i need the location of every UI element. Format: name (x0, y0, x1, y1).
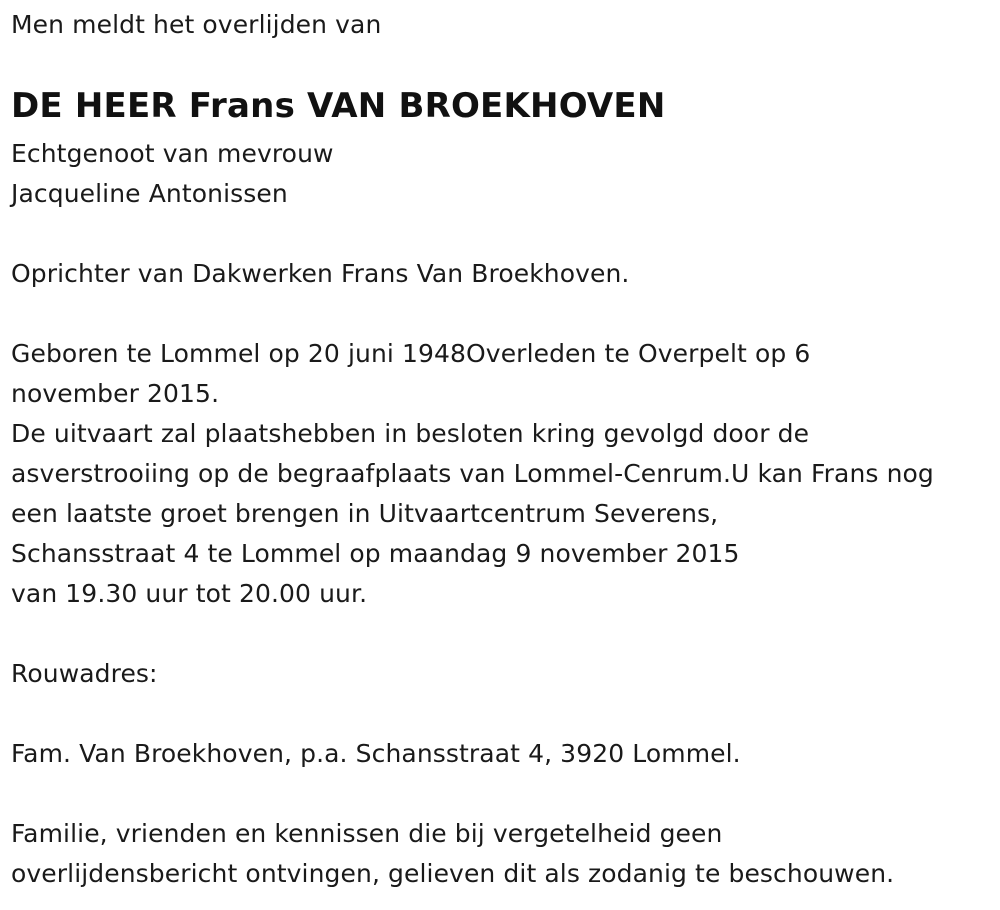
body-line: van 19.30 uur tot 20.00 uur. (11, 579, 368, 608)
closing-line: overlijdensbericht ontvingen, gelieven dit als zodanig te beschouwen. (11, 859, 895, 888)
body-line: een laatste groet brengen in Uitvaartcentrum Severens, (11, 499, 719, 528)
spouse-line-1: Echtgenoot van mevrouw (11, 139, 334, 168)
body-line: asverstrooiing op de begraafplaats van Lommel-Cenrum.U kan Frans nog (11, 459, 934, 488)
body-line: Schansstraat 4 te Lommel op maandag 9 november 2015 (11, 539, 740, 568)
address-text: Fam. Van Broekhoven, p.a. Schansstraat 4, 3920 Lommel. (11, 739, 741, 768)
body-line: De uitvaart zal plaatshebben in besloten kring gevolgd door de (11, 419, 810, 448)
body-line: Geboren te Lommel op 20 juni 1948Overleden te Overpelt op 6 (11, 339, 811, 368)
intro-text: Men meldt het overlijden van (11, 10, 382, 39)
founder-text: Oprichter van Dakwerken Frans Van Broekhoven. (11, 259, 630, 288)
closing-line: Familie, vrienden en kennissen die bij vergetelheid geen (11, 819, 723, 848)
deceased-name: DE HEER Frans VAN BROEKHOVEN (11, 86, 666, 126)
spouse-line-2: Jacqueline Antonissen (11, 179, 288, 208)
address-label: Rouwadres: (11, 659, 158, 688)
body-line: november 2015. (11, 379, 220, 408)
